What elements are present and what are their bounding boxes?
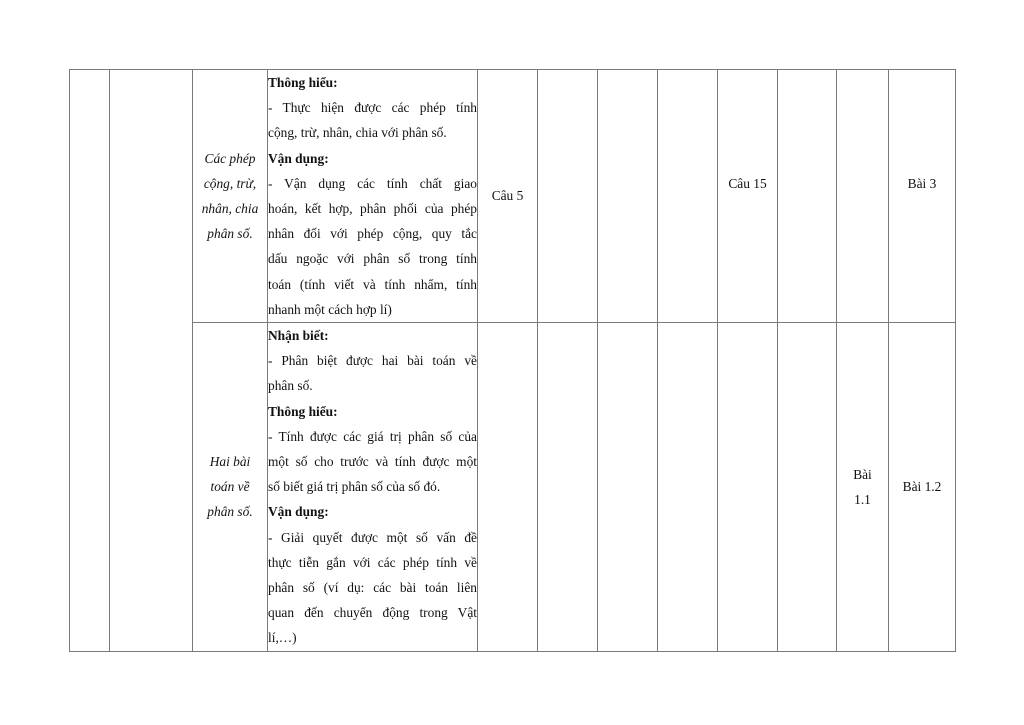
question-cell: [889, 70, 956, 323]
question-cell: [658, 323, 718, 652]
question-cell: [658, 70, 718, 323]
level-heading: Vận dụng:: [268, 150, 329, 166]
question-label: Bài: [853, 466, 872, 482]
descriptor-line: - Giải quyết được một số vấn đề: [268, 529, 477, 545]
descriptor-line: dấu ngoặc với phân số trong tính: [268, 251, 477, 267]
descriptor-line: - Phân biệt được hai bài toán về: [268, 353, 477, 369]
descriptor-cell: [268, 323, 478, 652]
topic-line: phân số.: [207, 504, 253, 520]
descriptor-line: cộng, trừ, nhân, chia với phân số.: [268, 125, 447, 141]
question-label: Câu 15: [728, 176, 767, 192]
topic-line: Hai bài: [209, 454, 251, 470]
question-cell: [837, 70, 889, 323]
descriptor-line: - Thực hiện được các phép tính: [268, 100, 477, 116]
content-cell: [110, 70, 193, 652]
chapter-cell: [70, 70, 110, 652]
level-heading: Vận dụng:: [268, 504, 329, 520]
topic-line: toán về: [210, 479, 250, 495]
descriptor-line: một số cho trước và tính được một: [268, 454, 477, 470]
descriptor-line: nhân đối với phép cộng, quy tắc: [268, 226, 477, 242]
descriptor-line: - Vận dụng các tính chất giao: [268, 175, 477, 191]
question-cell: [598, 323, 658, 652]
question-cell: [718, 70, 778, 323]
descriptor-line: toán (tính viết và tính nhẩm, tính: [268, 276, 477, 292]
question-label: 1.1: [854, 491, 871, 507]
question-cell: [478, 323, 538, 652]
topic-line: nhân, chia: [201, 201, 259, 217]
descriptor-line: lí,…): [268, 630, 297, 646]
descriptor-line: số biết giá trị phân số của số đó.: [268, 479, 441, 495]
descriptor-line: - Tính được các giá trị phân số của: [268, 428, 477, 444]
level-heading: Thông hiểu:: [268, 75, 338, 90]
descriptor-line: quan đến chuyển động trong Vật: [268, 605, 477, 621]
table-row: [70, 70, 956, 323]
topic-cell: [193, 323, 268, 652]
level-heading: Thông hiểu:: [268, 403, 338, 419]
question-cell: [718, 323, 778, 652]
assessment-matrix-table: [69, 69, 956, 652]
topic-line: Các phép: [204, 150, 256, 166]
question-label: Bài 3: [907, 176, 937, 192]
table-row: [70, 323, 956, 652]
question-cell: [778, 323, 837, 652]
question-cell: [538, 70, 598, 323]
level-heading: Nhận biết:: [268, 328, 329, 344]
question-cell: Câu 5: [478, 70, 538, 323]
topic-line: cộng, trừ,: [203, 175, 257, 191]
question-cell: [538, 323, 598, 652]
descriptor-line: thực tiễn gắn với các phép tính về: [268, 554, 477, 570]
descriptor-line: nhanh một cách hợp lí): [268, 301, 392, 317]
descriptor-cell: [268, 70, 478, 323]
question-cell: [778, 70, 837, 323]
topic-line: phân số.: [207, 226, 253, 242]
question-cell: [837, 323, 889, 652]
descriptor-line: phân số (ví dụ: các bài toán liên: [268, 580, 477, 596]
question-cell: [598, 70, 658, 323]
question-cell: Bài 1.2: [889, 323, 956, 652]
descriptor-line: hoán, kết hợp, phân phối của phép: [268, 201, 477, 217]
descriptor-line: phân số.: [268, 378, 313, 394]
topic-cell: [193, 70, 268, 323]
